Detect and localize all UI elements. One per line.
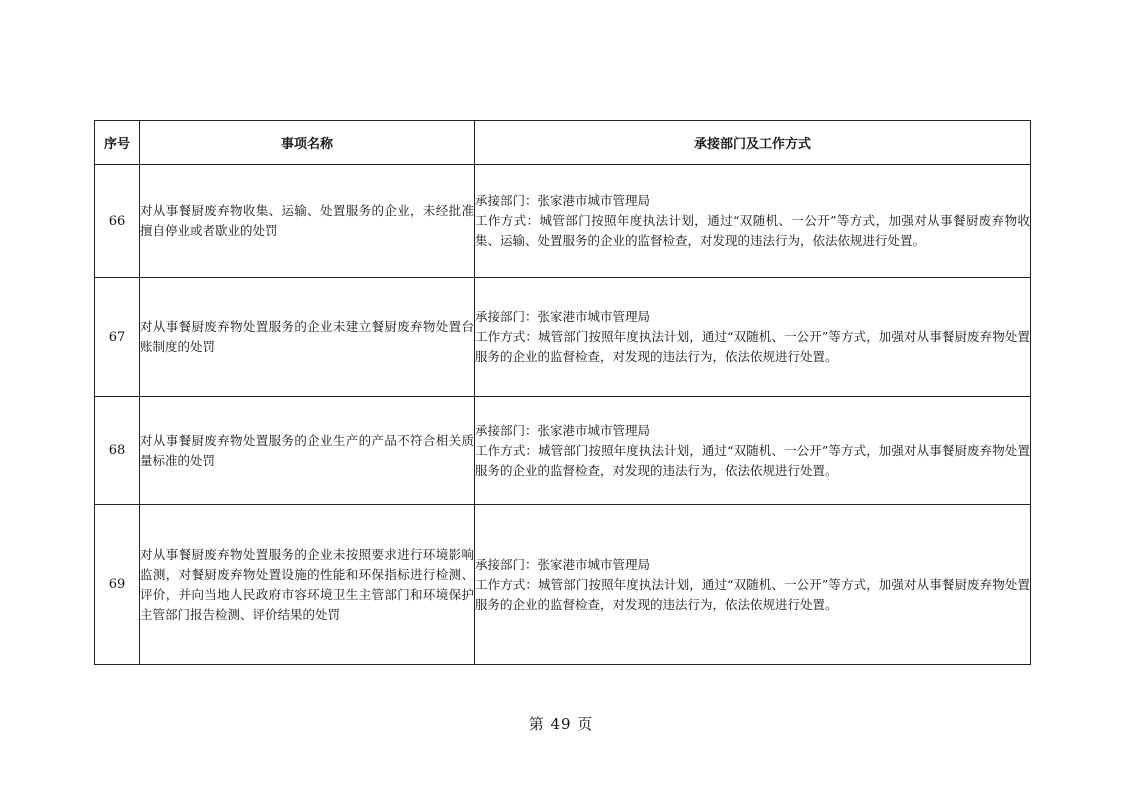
table-header-row (95, 121, 1031, 165)
row-dept: 承接部门：张家港市城市管理局 (475, 193, 651, 208)
header-item-name: 事项名称 (140, 121, 475, 165)
row-dept-method (475, 278, 1031, 397)
row-method: 工作方式：城管部门按照年度执法计划，通过“双随机、一公开”等方式，加强对从事餐厨废弃物处置服务的企业的监督检查，对发现的违法行为，依法依规进行处置。 (475, 576, 1030, 612)
header-dept-method: 承接部门及工作方式 (475, 121, 1031, 165)
row-seq: 66 (95, 165, 140, 278)
page-number: 第 49 页 (528, 715, 594, 733)
table-row (95, 505, 1031, 665)
header-seq: 序号 (95, 121, 140, 165)
row-item-name: 对从事餐厨废弃物收集、运输、处置服务的企业，未经批准擅自停业或者歇业的处罚 (140, 165, 475, 278)
row-seq: 67 (95, 278, 140, 397)
table-row (95, 165, 1031, 278)
row-dept-method (475, 397, 1031, 505)
row-item-name: 对从事餐厨废弃物处置服务的企业生产的产品不符合相关质量标准的处罚 (140, 397, 475, 505)
row-dept-method (475, 505, 1031, 665)
row-dept: 承接部门：张家港市城市管理局 (475, 556, 651, 572)
row-dept: 承接部门：张家港市城市管理局 (475, 309, 651, 324)
row-seq: 68 (95, 397, 140, 505)
row-item-name: 对从事餐厨废弃物处置服务的企业未按照要求进行环境影响监测，对餐厨废弃物处置设施的性能和环保指标进行检测、评价，并向当地人民政府市容环境卫生主管部门和环境保护主管部门报告检测、评价结果的处罚 (140, 505, 475, 665)
row-item-name: 对从事餐厨废弃物处置服务的企业未建立餐厨废弃物处置台账制度的处罚 (140, 278, 475, 397)
row-method: 工作方式：城管部门按照年度执法计划，通过“双随机、一公开”等方式，加强对从事餐厨废弃物处置服务的企业的监督检查，对发现的违法行为，依法依规进行处置。 (475, 442, 1030, 478)
table-row (95, 278, 1031, 397)
row-dept: 承接部门：张家港市城市管理局 (475, 422, 651, 438)
row-seq: 69 (95, 505, 140, 665)
items-table (94, 120, 1031, 665)
table-row (95, 397, 1031, 505)
row-method: 工作方式：城管部门按照年度执法计划，通过“双随机、一公开”等方式，加强对从事餐厨废弃物收集、运输、处置服务的企业的监督检查，对发现的违法行为，依法依规进行处置。 (475, 213, 1030, 248)
row-method: 工作方式：城管部门按照年度执法计划，通过“双随机、一公开”等方式，加强对从事餐厨废弃物处置服务的企业的监督检查，对发现的违法行为，依法依规进行处置。 (475, 329, 1030, 364)
row-dept-method (475, 165, 1031, 278)
